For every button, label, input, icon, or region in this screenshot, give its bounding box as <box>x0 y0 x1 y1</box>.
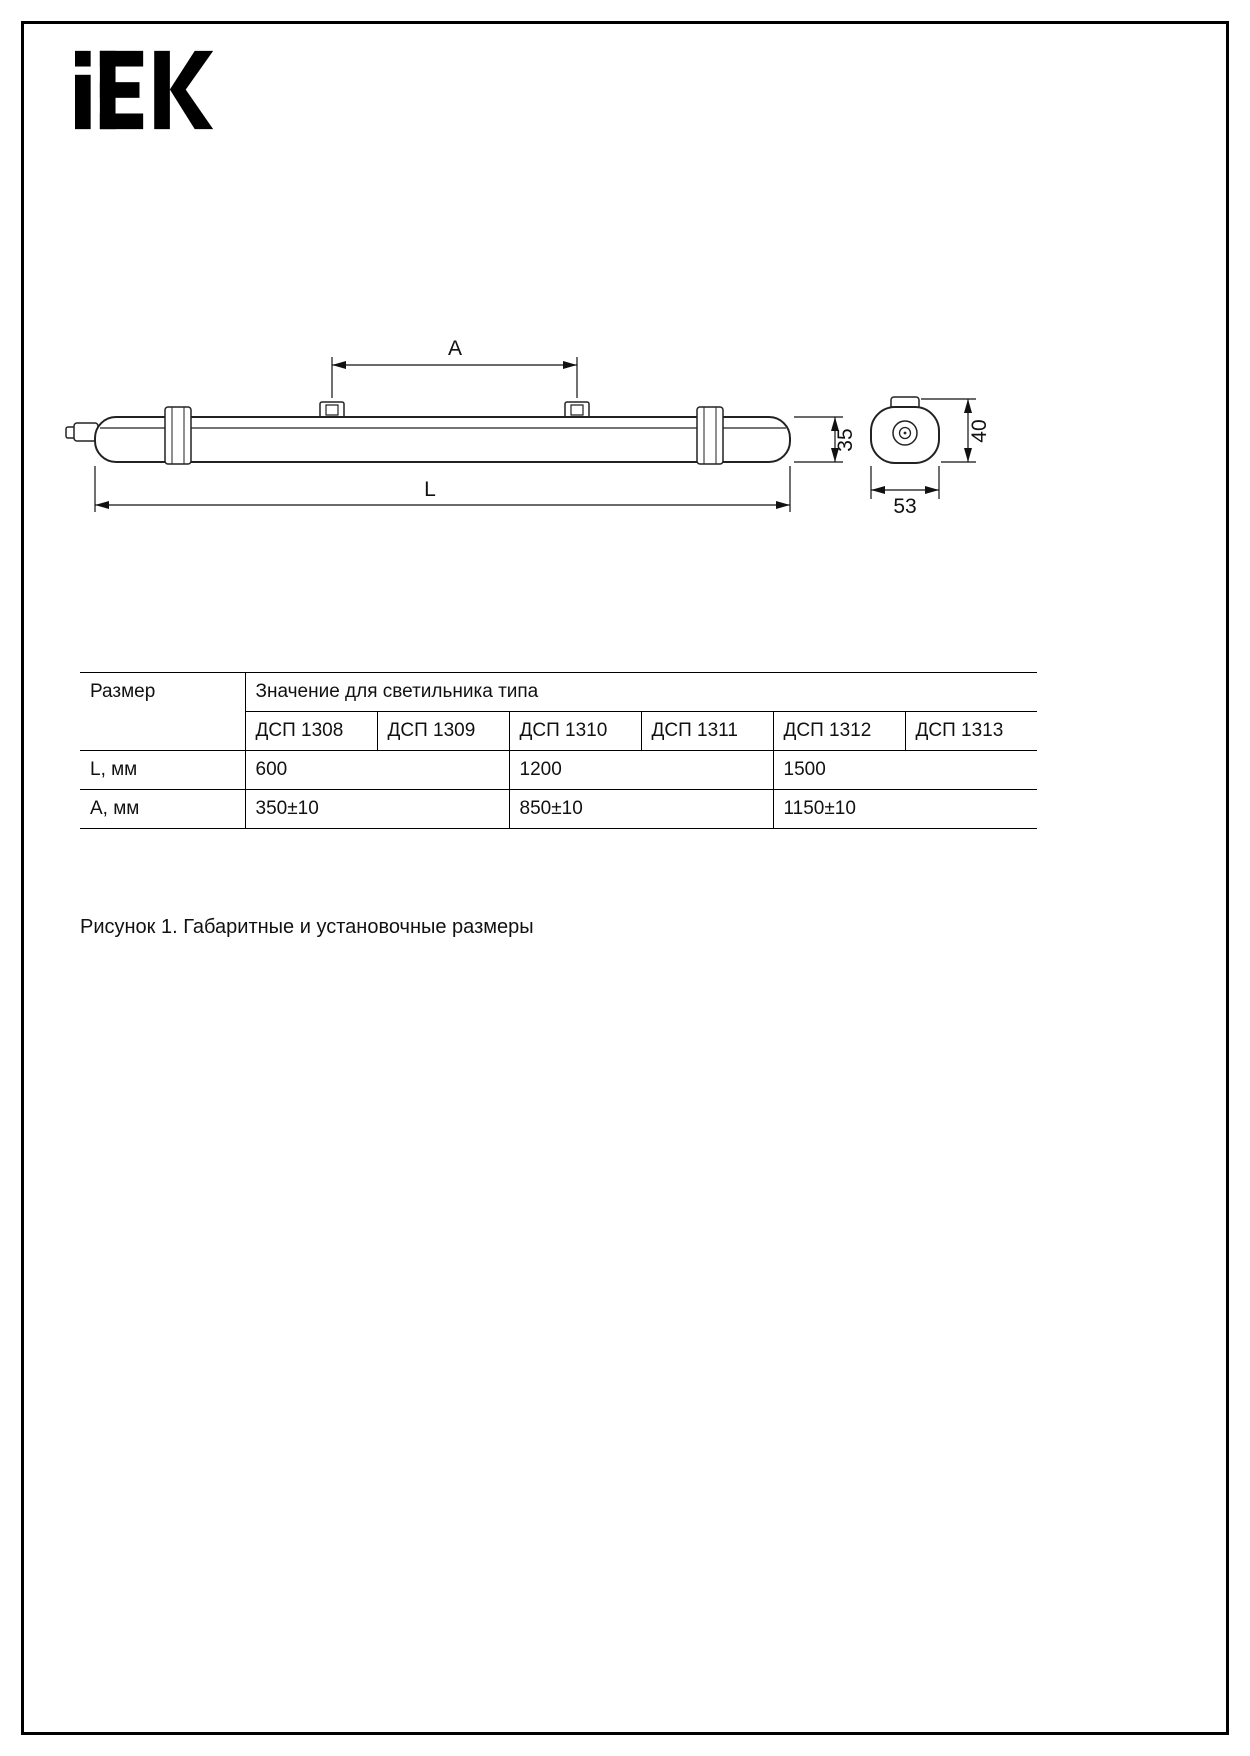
dimension-a <box>332 357 577 398</box>
dim-label-l: L <box>424 478 436 501</box>
row-a-value-3: 1150±10 <box>773 790 1037 829</box>
dim-label-40: 40 <box>968 419 991 443</box>
dimension-drawing <box>0 330 1250 540</box>
table-header-size: Размер <box>80 673 245 751</box>
table-header-model-1310: ДСП 1310 <box>509 712 641 751</box>
row-l-value-2: 1200 <box>509 751 773 790</box>
page-border <box>21 21 1229 1735</box>
section-bolt-center <box>904 432 907 435</box>
row-l-value-1: 600 <box>245 751 509 790</box>
luminaire-front-view <box>66 402 790 464</box>
dimension-l <box>95 466 790 512</box>
end-bracket-right <box>697 407 723 464</box>
dim-label-53: 53 <box>893 495 917 518</box>
table-header-model-1312: ДСП 1312 <box>773 712 905 751</box>
dim-label-a: A <box>447 337 463 360</box>
figure-caption: Рисунок 1. Габаритные и установочные размеры <box>80 916 534 938</box>
table-header-model-1309: ДСП 1309 <box>377 712 509 751</box>
table-header-model-1311: ДСП 1311 <box>641 712 773 751</box>
row-l-value-3: 1500 <box>773 751 1037 790</box>
table-row <box>80 790 1037 829</box>
table-row <box>80 751 1037 790</box>
table-header-model-1313: ДСП 1313 <box>905 712 1037 751</box>
table-header-value: Значение для светильника типа <box>245 673 1037 712</box>
table-header-model-1308: ДСП 1308 <box>245 712 377 751</box>
dimensions-table <box>80 672 1037 829</box>
luminaire-body <box>95 417 790 462</box>
mounting-clip-left-slot <box>326 405 338 415</box>
dim-label-35: 35 <box>834 428 857 452</box>
row-a-label: А, мм <box>80 790 245 829</box>
row-a-value-1: 350±10 <box>245 790 509 829</box>
mounting-clip-right-slot <box>571 405 583 415</box>
row-a-value-2: 850±10 <box>509 790 773 829</box>
iek-logo-glyphs <box>75 51 213 129</box>
row-l-label: L, мм <box>80 751 245 790</box>
luminaire-section-view <box>871 397 939 463</box>
iek-logo <box>75 50 215 130</box>
end-bracket-left <box>165 407 191 464</box>
